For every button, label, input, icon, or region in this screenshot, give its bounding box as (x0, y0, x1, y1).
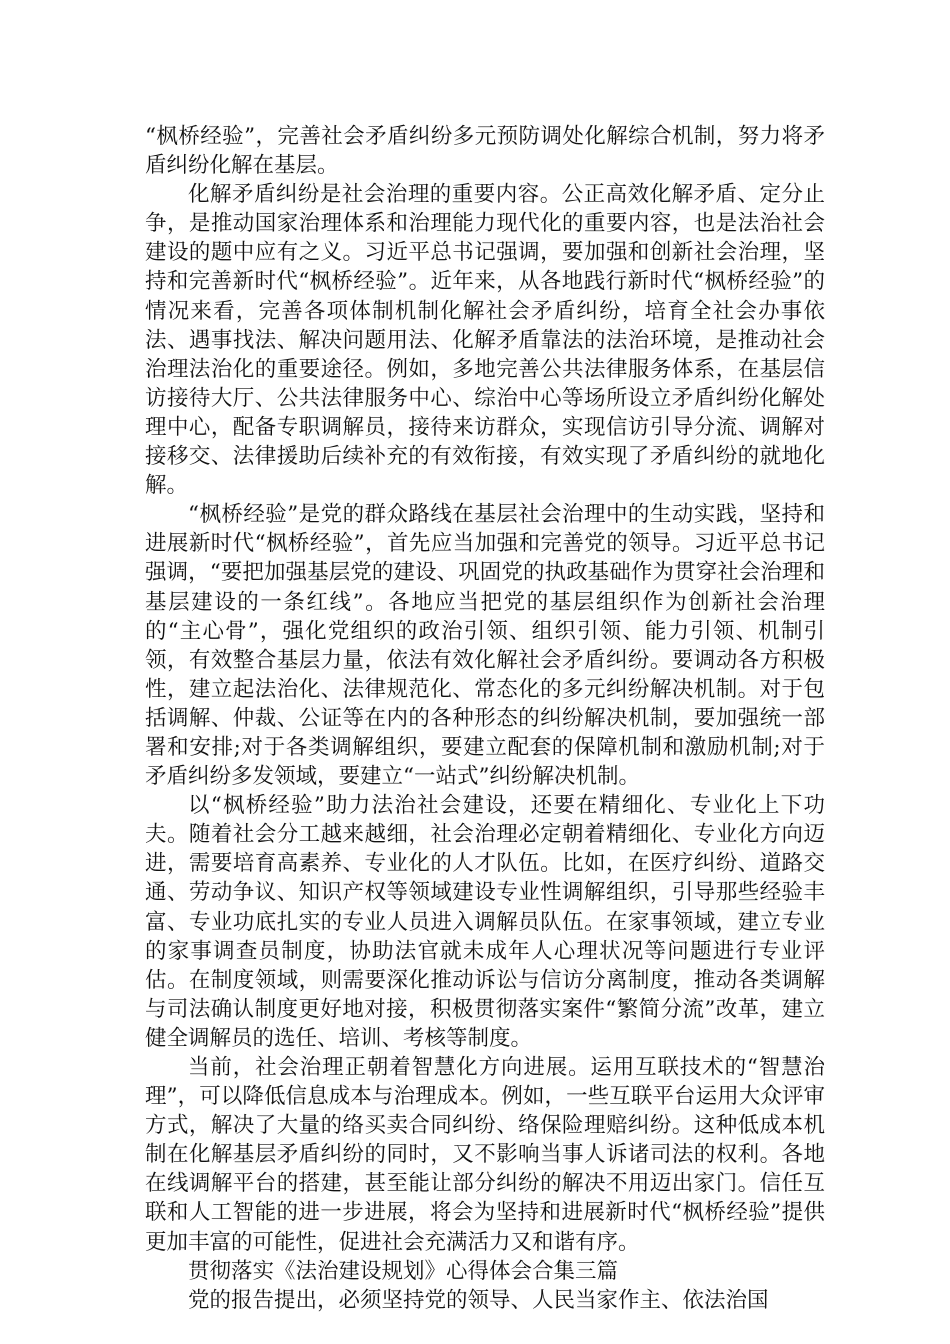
paragraph-smart-governance: 当前，社会治理正朝着智慧化方向进展。运用互联技术的“智慧治理”，可以降低信息成本与治理成本。例如，一些互联平台运用大众评审方式，解决了大量的络买卖合同纠纷、络保险理赔纠纷。这种低成本机制在化解基层矛盾纠纷的同时，又不影响当事人诉诸司法的权利。各地在线调解平台的搭建，甚至能让部分纠纷的解决不用迈出家门。信任互联和人工智能的进一步进展，将会为坚持和进展新时代“枫桥经验”提供更加丰富的可能性，促进社会充满活力又和谐有序。 (145, 1055, 825, 1255)
paragraph-conflict-resolution: 化解矛盾纠纷是社会治理的重要内容。公正高效化解矛盾、定分止争，是推动国家治理体系和治理能力现代化的重要内容，也是法治社会建设的题中应有之义。习近平总书记强调，要加强和创新社会治理，坚持和完善新时代“枫桥经验”。近年来，从各地践行新时代“枫桥经验”的情况来看，完善各项体制机制化解社会矛盾纠纷，培育全社会办事依法、遇事找法、解决问题用法、化解矛盾靠法的法治环境，是推动社会治理法治化的重要途径。例如，多地完善公共法律服务体系，在基层信访接待大厅、公共法律服务中心、综治中心等场所设立矛盾纠纷化解处理中心，配备专职调解员，接待来访群众，实现信访引导分流、调解对接移交、法律援助后续补充的有效衔接，有效实现了矛盾纠纷的就地化解。 (145, 182, 825, 499)
paragraph-specialization: 以“枫桥经验”助力法治社会建设，还要在精细化、专业化上下功夫。随着社会分工越来越细，社会治理必定朝着精细化、专业化方向迈进，需要培育高素养、专业化的人才队伍。比如，在医疗纠纷、道路交通、劳动争议、知识产权等领域建设专业性调解组织，引导那些经验丰富、专业功底扎实的专业人员进入调解员队伍。在家事领域，建立专业的家事调查员制度，协助法官就未成年人心理状况等问题进行专业评估。在制度领域，则需要深化推动诉讼与信访分离制度，推动各类调解与司法确认制度更好地对接，积极贯彻落实案件“繁简分流”改革，建立健全调解员的选任、培训、考核等制度。 (145, 793, 825, 1051)
section-heading: 贯彻落实《法治建设规划》心得体会合集三篇 (188, 1258, 619, 1284)
document-page (145, 122, 825, 1315)
paragraph-report-intro: 党的报告提出，必须坚持党的领导、人民当家作主、依法治国 (188, 1287, 769, 1313)
paragraph-continuation: “枫桥经验”，完善社会矛盾纠纷多元预防调处化解综合机制，努力将矛盾纠纷化解在基层。 (145, 124, 825, 179)
paragraph-party-leadership: “枫桥经验”是党的群众路线在基层社会治理中的生动实践，坚持和进展新时代“枫桥经验”，首先应当加强和完善党的领导。习近平总书记强调，“要把加强基层党的建设、巩固党的执政基础作为贯穿社会治理和基层建设的一条红线”。各地应当把党的基层组织作为创新社会治理的“主心骨”，强化党组织的政治引领、组织引领、能力引领、机制引领，有效整合基层力量，依法有效化解社会矛盾纠纷。要调动各方积极性，建立起法治化、法律规范化、常态化的多元纠纷解决机制。对于包括调解、仲裁、公证等在内的各种形态的纠纷解决机制，要加强统一部署和安排;对于各类调解组织，要建立配套的保障机制和激励机制;对于矛盾纠纷多发领域，要建立“一站式”纠纷解决机制。 (145, 502, 825, 790)
